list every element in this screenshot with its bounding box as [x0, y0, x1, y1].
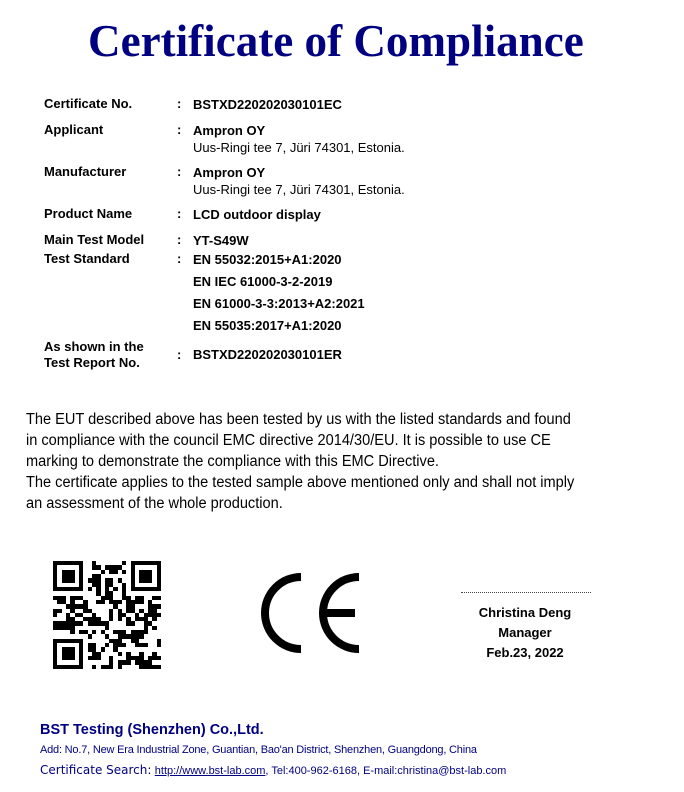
test-standard-item: EN 55035:2017+A1:2020	[193, 318, 342, 333]
field-value	[193, 122, 405, 156]
statement-line: in compliance with the council EMC directive 2014/30/EU. It is possible to use CE	[26, 432, 551, 449]
field-value	[193, 249, 365, 337]
field-value: LCD outdoor display	[193, 207, 321, 222]
test-standard-item: EN 61000-3-3:2013+A2:2021	[193, 296, 365, 311]
statement-line: The EUT described above has been tested by us with the listed standards and found	[26, 411, 571, 428]
field-colon: :	[177, 347, 182, 362]
field-value: BSTXD220202030101ER	[193, 347, 342, 362]
website-link[interactable]: http://www.bst-lab.com	[154, 765, 266, 777]
field-colon: :	[177, 164, 182, 179]
statement-line: The certificate applies to the tested sample above mentioned only and shall not imply	[26, 474, 575, 491]
certificate-search-label: Certificate Search:	[40, 763, 152, 777]
company-address: Add: No.7, New Era Industrial Zone, Guantian, Bao'an District, Shenzhen, Guangdong, China	[40, 744, 477, 756]
ce-letter-e-bar	[327, 609, 355, 617]
field-label: Test Standard	[44, 251, 130, 266]
field-colon: :	[177, 232, 182, 247]
field-colon: :	[177, 96, 182, 111]
signature-line	[461, 592, 591, 593]
field-label: Main Test Model	[44, 232, 145, 247]
field-value: YT-S49W	[193, 233, 249, 248]
field-label: Manufacturer	[44, 164, 127, 179]
manufacturer-name: Ampron OY	[193, 165, 266, 180]
qr-code-icon	[53, 561, 161, 669]
statement-line: an assessment of the whole production.	[26, 495, 283, 512]
field-colon: :	[177, 122, 182, 137]
manufacturer-address: Uus-Ringi tee 7, Jüri 74301, Estonia.	[193, 182, 405, 197]
compliance-statement	[26, 409, 628, 514]
field-value: BSTXD220202030101EC	[193, 97, 342, 112]
document-title: Certificate of Compliance	[88, 15, 584, 66]
ce-mark-icon	[255, 573, 365, 653]
qr-module	[157, 665, 161, 669]
signature-block	[455, 592, 595, 663]
signature-date: Feb.23, 2022	[486, 645, 564, 660]
applicant-name: Ampron OY	[193, 123, 266, 138]
company-name: BST Testing (Shenzhen) Co.,Ltd.	[40, 722, 264, 738]
applicant-address: Uus-Ringi tee 7, Jüri 74301, Estonia.	[193, 140, 405, 155]
ce-letter-c	[265, 577, 301, 649]
field-label: Product Name	[44, 206, 133, 221]
field-value	[193, 164, 405, 198]
signatory-name: Christina Deng	[478, 605, 572, 620]
contact-info: , Tel:400-962-6168, E-mail:christina@bst-lab.com	[265, 765, 507, 777]
field-label: Certificate No.	[44, 96, 133, 111]
test-standard-item: EN IEC 61000-3-2-2019	[193, 274, 333, 289]
field-label: As shown in the Test Report No.	[44, 339, 144, 370]
footer	[40, 722, 506, 777]
field-colon: :	[177, 251, 182, 266]
certificate-search	[40, 763, 506, 777]
signatory-role: Manager	[498, 625, 552, 640]
statement-line: marking to demonstrate the compliance with this EMC Directive.	[26, 453, 439, 470]
field-label: Applicant	[44, 122, 104, 137]
field-colon: :	[177, 206, 182, 221]
test-standard-item: EN 55032:2015+A1:2020	[193, 252, 342, 267]
